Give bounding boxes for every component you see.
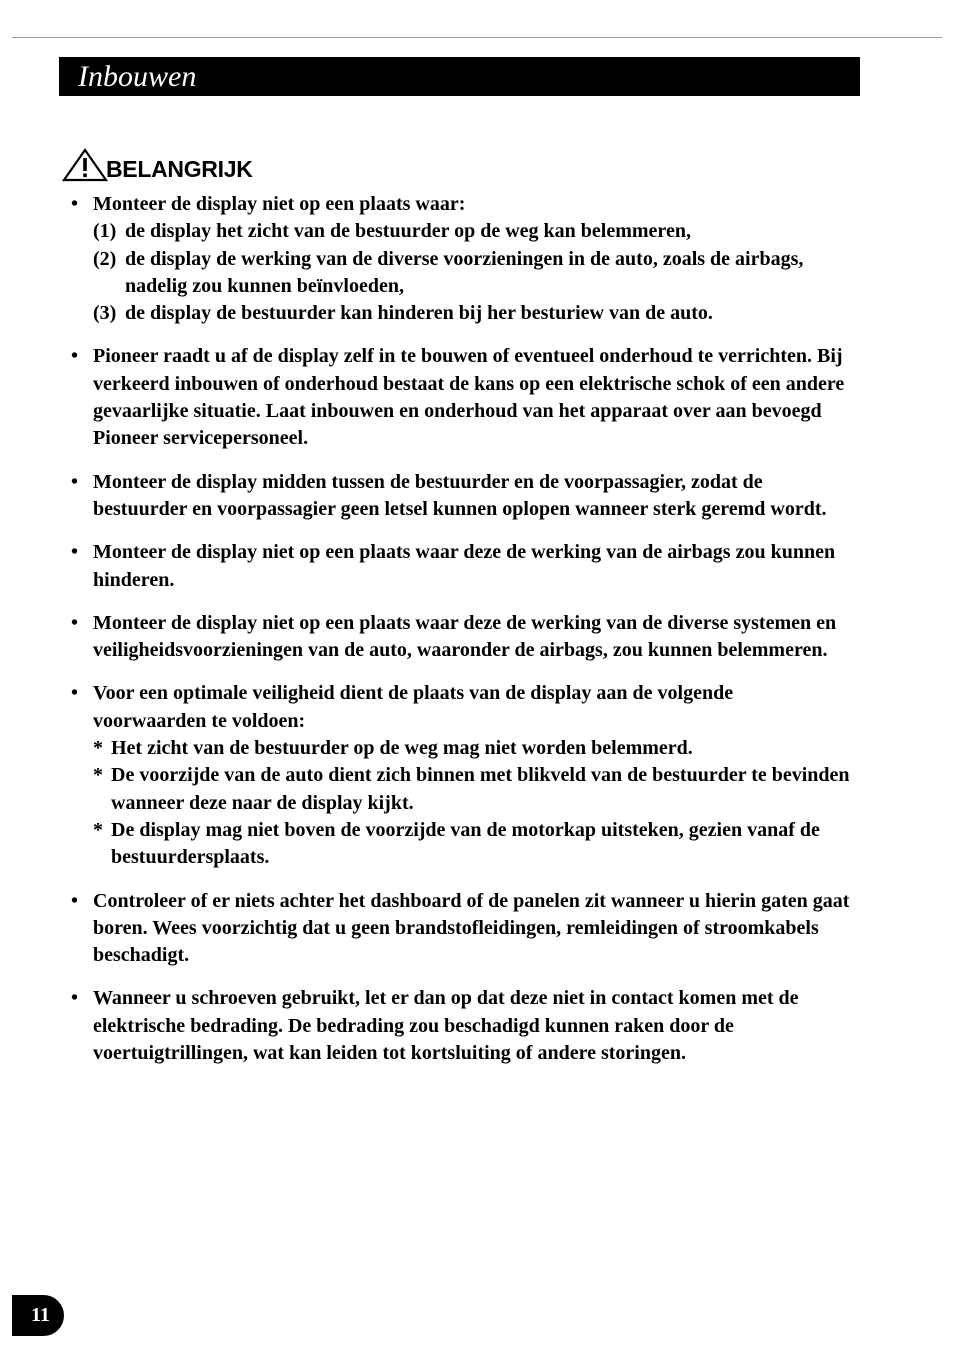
starred-item-text: De voorzijde van de auto dient zich binnen met blikveld van de bestuurder te bevinden wanneer deze naar de display kijkt. <box>111 764 850 814</box>
numbered-item-text: de display het zicht van de bestuurder op de weg kan belemmeren, <box>125 220 691 243</box>
starred-item <box>93 762 851 817</box>
list-item-text: • Monteer de display niet op een plaats waar deze de werking van de airbags zou kunnen hinderen. <box>93 541 836 591</box>
page-number: 11 <box>31 1304 50 1326</box>
starred-item-text: De display mag niet boven de voorzijde van de motorkap uitsteken, gezien vanaf de bestuurdersplaats. <box>111 818 820 869</box>
section-title: Inbouwen <box>78 60 197 93</box>
list-item-text: • Monteer de display midden tussen de bestuurder en de voorpassagier, zodat de bestuurder en voorpassagier geen letsel kunnen oplopen wanneer sterk geremd wordt. <box>93 470 827 520</box>
warning-triangle-icon <box>62 148 108 182</box>
item-number: (2) <box>93 247 117 270</box>
item-number: (1) <box>93 220 117 243</box>
list-item <box>71 539 851 594</box>
top-rule <box>12 37 942 38</box>
numbered-item-text: de display de werking van de diverse voorzieningen in de auto, zoals de airbags, nadelig zou kunnen beïnvloeden, <box>125 247 804 297</box>
list-item-text: • Wanneer u schroeven gebruikt, let er dan op dat deze niet in contact komen met de elektrische bedrading. De bedrading zou beschadigd kunnen raken door de voertuigtrillingen, wat kan leiden tot kortsluiting of andere storingen. <box>93 987 799 1065</box>
numbered-item <box>93 246 851 301</box>
warning-heading <box>62 148 253 182</box>
star-mark: * <box>93 764 103 787</box>
list-item-text: • Monteer de display niet op een plaats waar deze de werking van de diverse systemen en veiligheidsvoorzieningen van de auto, waaronder de airbags, zou kunnen belemmeren. <box>93 611 837 662</box>
starred-item <box>93 735 851 762</box>
starred-item <box>93 817 851 872</box>
numbered-item <box>93 300 851 327</box>
list-item <box>71 343 851 452</box>
starred-item-text: Het zicht van de bestuurder op de weg mag niet worden belemmerd. <box>111 737 693 760</box>
instruction-list <box>71 191 851 1083</box>
item-number: (3) <box>93 302 117 325</box>
list-item <box>71 888 851 970</box>
numbered-item-text: de display de bestuurder kan hinderen bij her besturiew van de auto. <box>125 302 713 325</box>
list-item <box>71 191 851 327</box>
list-item <box>71 610 851 665</box>
page-number-badge <box>12 1295 64 1336</box>
star-mark: * <box>93 737 103 760</box>
list-item <box>71 985 851 1067</box>
numbered-item <box>93 218 851 245</box>
star-mark: * <box>93 818 103 841</box>
list-item-text: • Voor een optimale veiligheid dient de plaats van de display aan de volgende voorwaarden te voldoen: <box>93 682 734 732</box>
section-title-bar <box>59 57 860 96</box>
list-item <box>71 469 851 524</box>
list-item <box>71 680 851 871</box>
list-item-text: • Controleer of er niets achter het dashboard of de panelen zit wanneer u hierin gaten gaat boren. Wees voorzichtig dat u geen brandstofleidingen, remleidingen of stroomkabels beschadigt. <box>93 889 850 967</box>
warning-label: BELANGRIJK <box>106 156 253 182</box>
list-item-text: • Monteer de display niet op een plaats waar: <box>93 193 466 215</box>
list-item-text: • Pioneer raadt u af de display zelf in te bouwen of eventueel onderhoud te verrichten. Bij verkeerd inbouwen of onderhoud bestaat de kans op een elektrische schok of een andere gevaarlijke situatie. Laat inbouwen en onderhoud van het apparaat over aan bevoegd Pioneer servicepersoneel. <box>93 345 845 450</box>
